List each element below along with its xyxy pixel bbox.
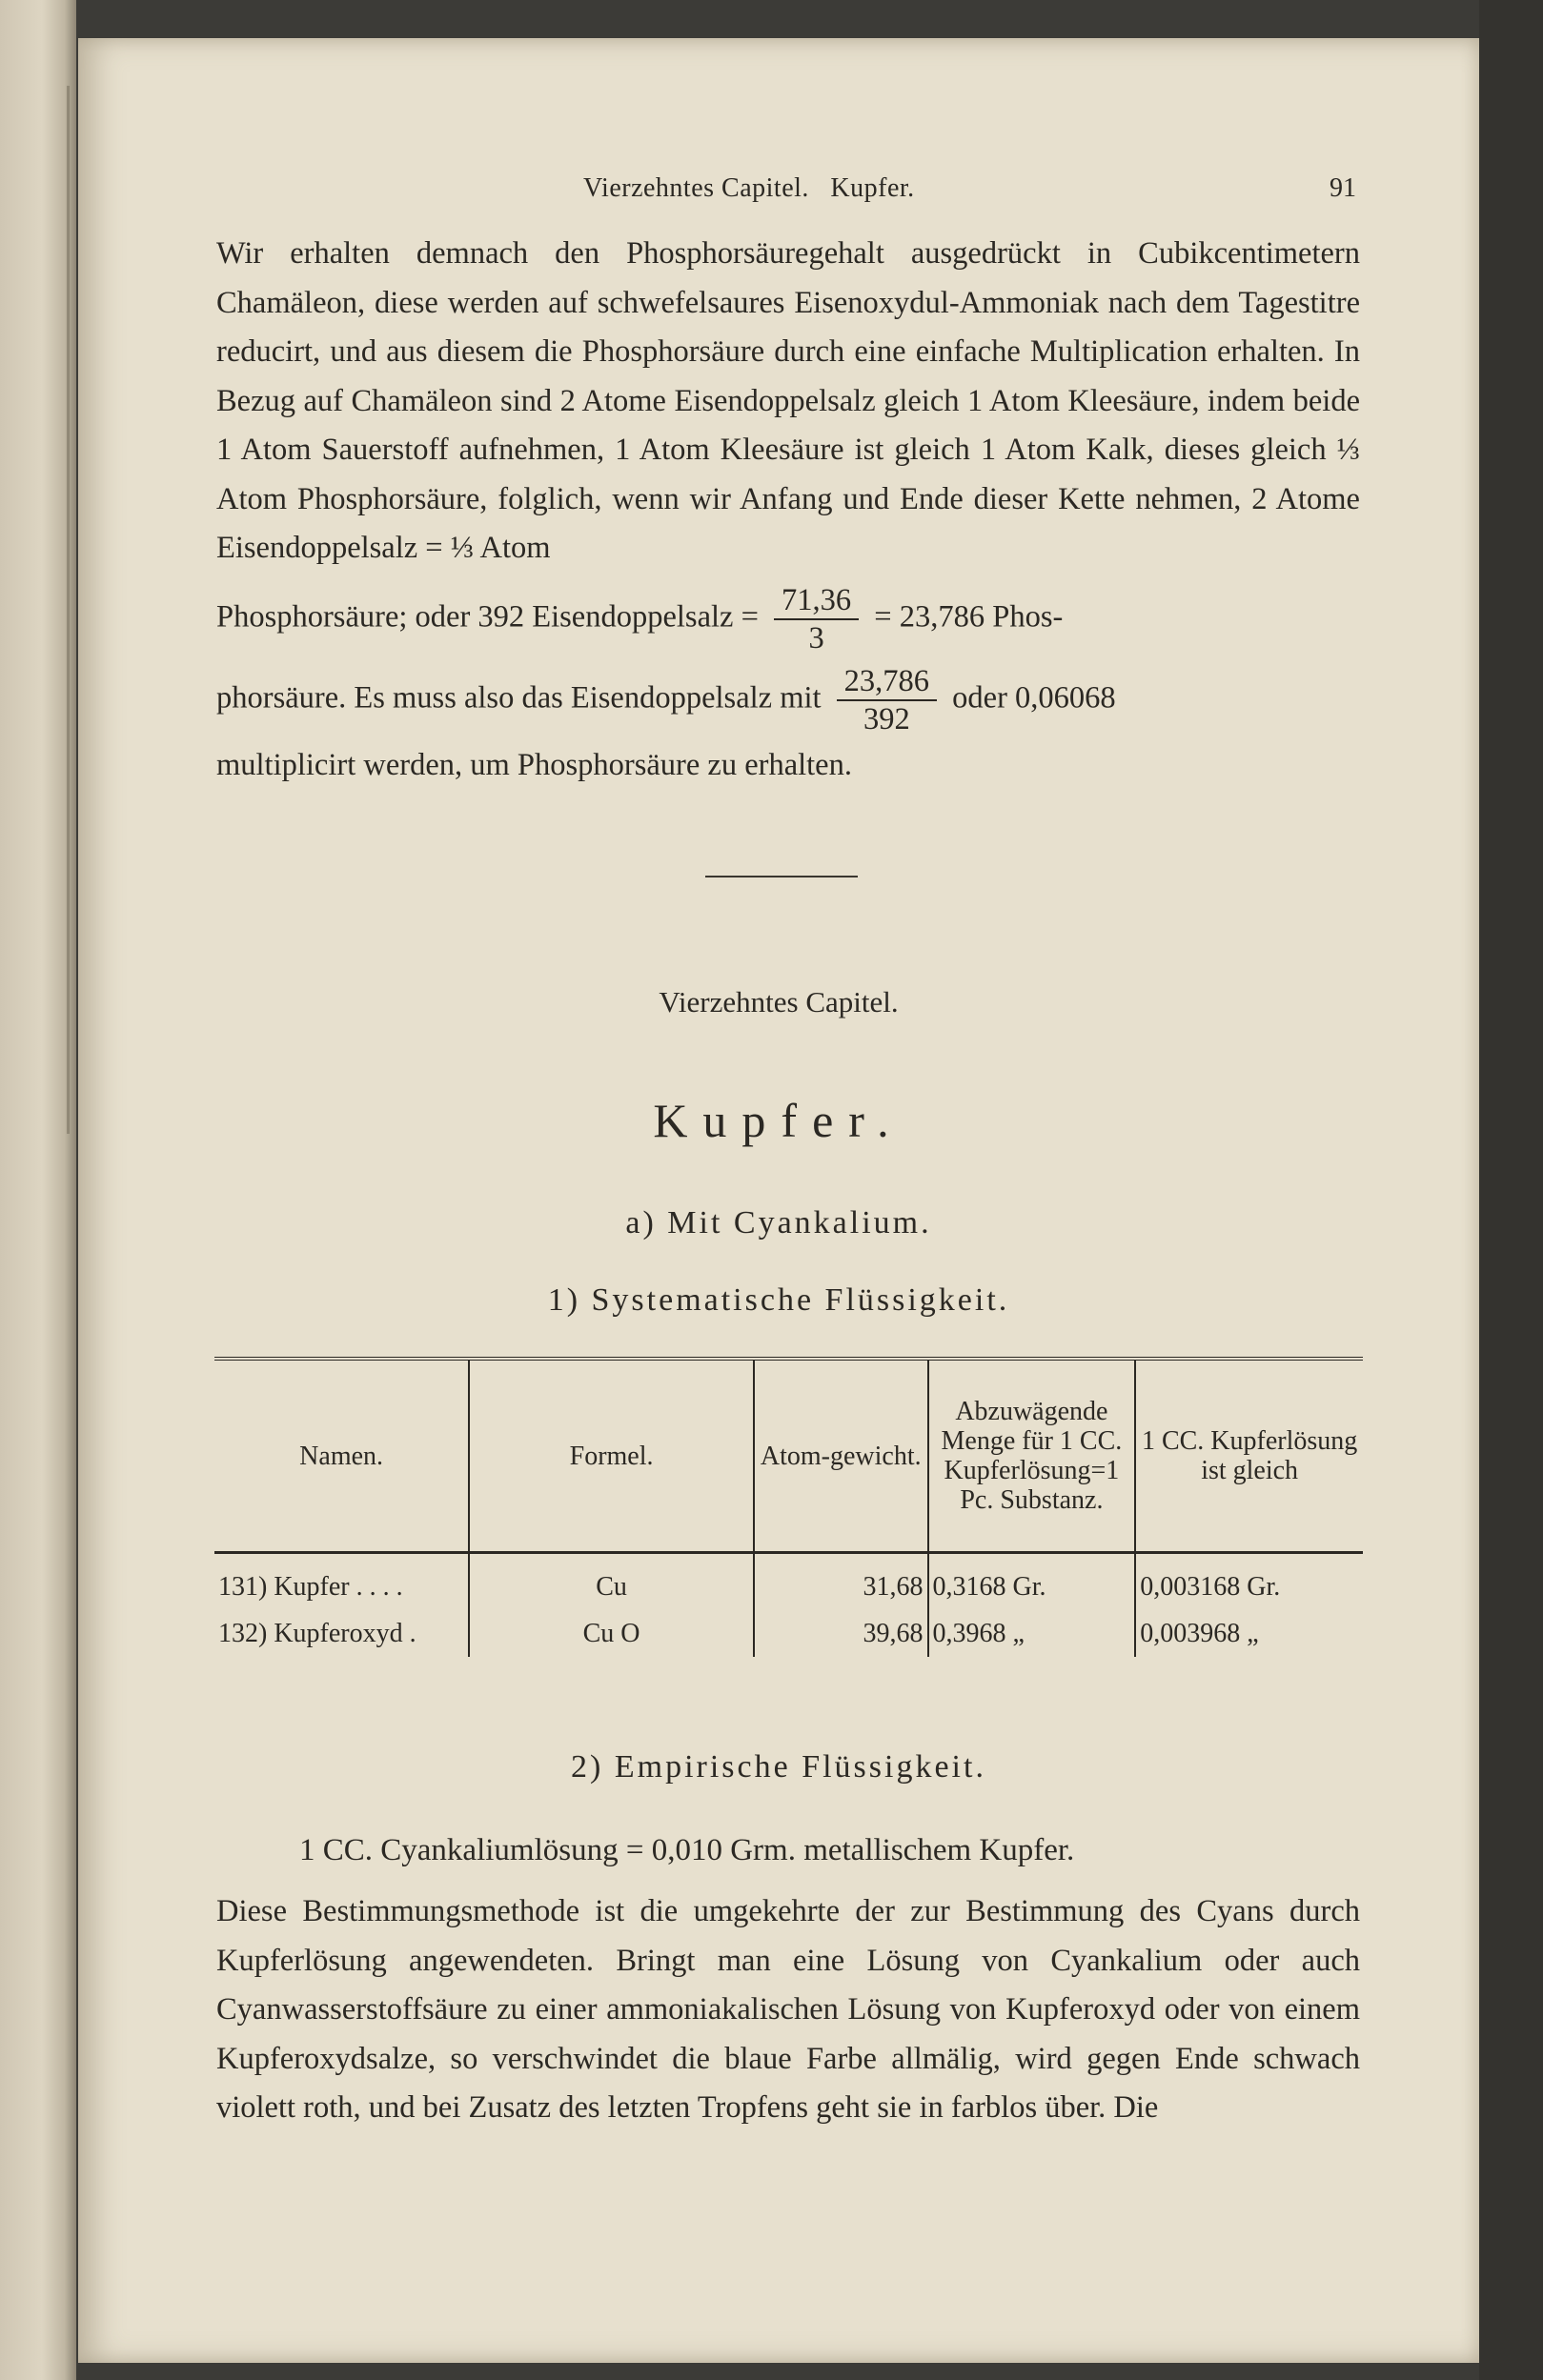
section-divider — [705, 876, 858, 877]
table-row — [214, 1610, 1363, 1657]
section-1-heading: 1) Systematische Flüssigkeit. — [547, 1282, 1010, 1318]
table-header-row — [214, 1359, 1363, 1553]
fraction-1-numerator: 71,36 — [774, 582, 859, 620]
header-atomic-weight: Atom-gewicht. — [754, 1359, 928, 1553]
fraction-1-denominator: 3 — [808, 621, 824, 656]
copper-table — [214, 1357, 1363, 1657]
formula1-prefix: Phosphorsäure; oder 392 Eisendoppelsalz = — [216, 599, 759, 635]
cell-formula: Cu — [469, 1553, 754, 1611]
cell-name: 131) Kupfer . . . . — [218, 1571, 403, 1602]
scan-background — [1479, 0, 1543, 2380]
cell-formula: Cu O — [469, 1610, 754, 1657]
book-page — [78, 38, 1479, 2363]
section-a-heading: a) Mit Cyankalium. — [625, 1205, 932, 1240]
body-paragraph: Diese Bestimmungsmethode ist die umgekehrte der zur Bestimmung des Cyans durch Kupferlösung angewendeten. Bringt man eine Lösung von Cyankalium oder auch Cyanwasserstoffsäure zu einer ammoniakalischen Lösung von Kupferoxyd oder von einem Kupferoxydsalze, so verschwindet die blaue Farbe allmälig, wird gegen Ende schwach violett roth, und bei Zusatz des letzten Tropfens geht sie in farblos über. Die — [216, 1894, 1360, 2125]
table-row — [214, 1553, 1363, 1611]
intro-paragraph: Wir erhalten demnach den Phosphorsäuregehalt ausgedrückt in Cubikcentimetern Chamäleon, diese werden auf schwefelsaures Eisenoxydul-Ammoniak nach dem Tagestitre reducirt, und aus diesem die Phosphorsäure durch eine einfache Multiplication erhalten. In Bezug auf Chamäleon sind 2 Atome Eisendoppelsalz gleich 1 Atom Kleesäure, indem beide 1 Atom Sauerstoff aufnehmen, 1 Atom Kleesäure ist gleich 1 Atom Kalk, dieses gleich ⅓ Atom Phosphorsäure, folglich, wenn wir Anfang und Ende dieser Kette nehmen, 2 Atome Eisendoppelsalz = ⅓ Atom — [216, 236, 1360, 565]
fraction-2 — [837, 663, 937, 737]
fraction-1 — [774, 582, 859, 656]
formula2-prefix: phorsäure. Es muss also das Eisendoppelsalz mit — [216, 680, 822, 716]
formula-line-1 — [216, 582, 1360, 656]
equivalence-line: 1 CC. Cyankaliumlösung = 0,010 Grm. metallischem Kupfer. — [299, 1833, 1075, 1867]
header-names: Namen. — [214, 1359, 469, 1553]
formula1-suffix: = 23,786 Phos- — [874, 599, 1064, 635]
cell-equiv: 0,003168 Gr. — [1135, 1553, 1363, 1611]
page-number: 91 — [1330, 173, 1356, 203]
cell-amount: 0,3968 „ — [928, 1610, 1136, 1657]
formula2-suffix: oder 0,06068 — [952, 680, 1116, 716]
fraction-2-numerator: 23,786 — [837, 663, 937, 701]
cell-weight: 31,68 — [754, 1553, 928, 1611]
cell-equiv: 0,003968 „ — [1135, 1610, 1363, 1657]
cell-weight: 39,68 — [754, 1610, 928, 1657]
header-amount: Abzuwägende Menge für 1 CC. Kupferlösung=1 Pc. Substanz. — [928, 1359, 1136, 1553]
cell-name: 132) Kupferoxyd . — [218, 1618, 416, 1648]
section-2-heading: 2) Empirische Flüssigkeit. — [571, 1749, 986, 1785]
chapter-title: Kupfer. — [653, 1094, 904, 1147]
header-formula: Formel. — [469, 1359, 754, 1553]
cell-amount: 0,3168 Gr. — [928, 1553, 1136, 1611]
fraction-2-denominator: 392 — [863, 702, 910, 736]
chapter-label: Vierzehntes Capitel. — [659, 985, 899, 1019]
header-equivalent: 1 CC. Kupferlösung ist gleich — [1135, 1359, 1363, 1553]
running-head: Vierzehntes Capitel. Kupfer. — [583, 173, 915, 203]
facing-page-edge — [0, 0, 76, 2380]
formula-line-2 — [216, 663, 1360, 737]
intro-last-line: multiplicirt werden, um Phosphorsäure zu erhalten. — [216, 748, 852, 782]
